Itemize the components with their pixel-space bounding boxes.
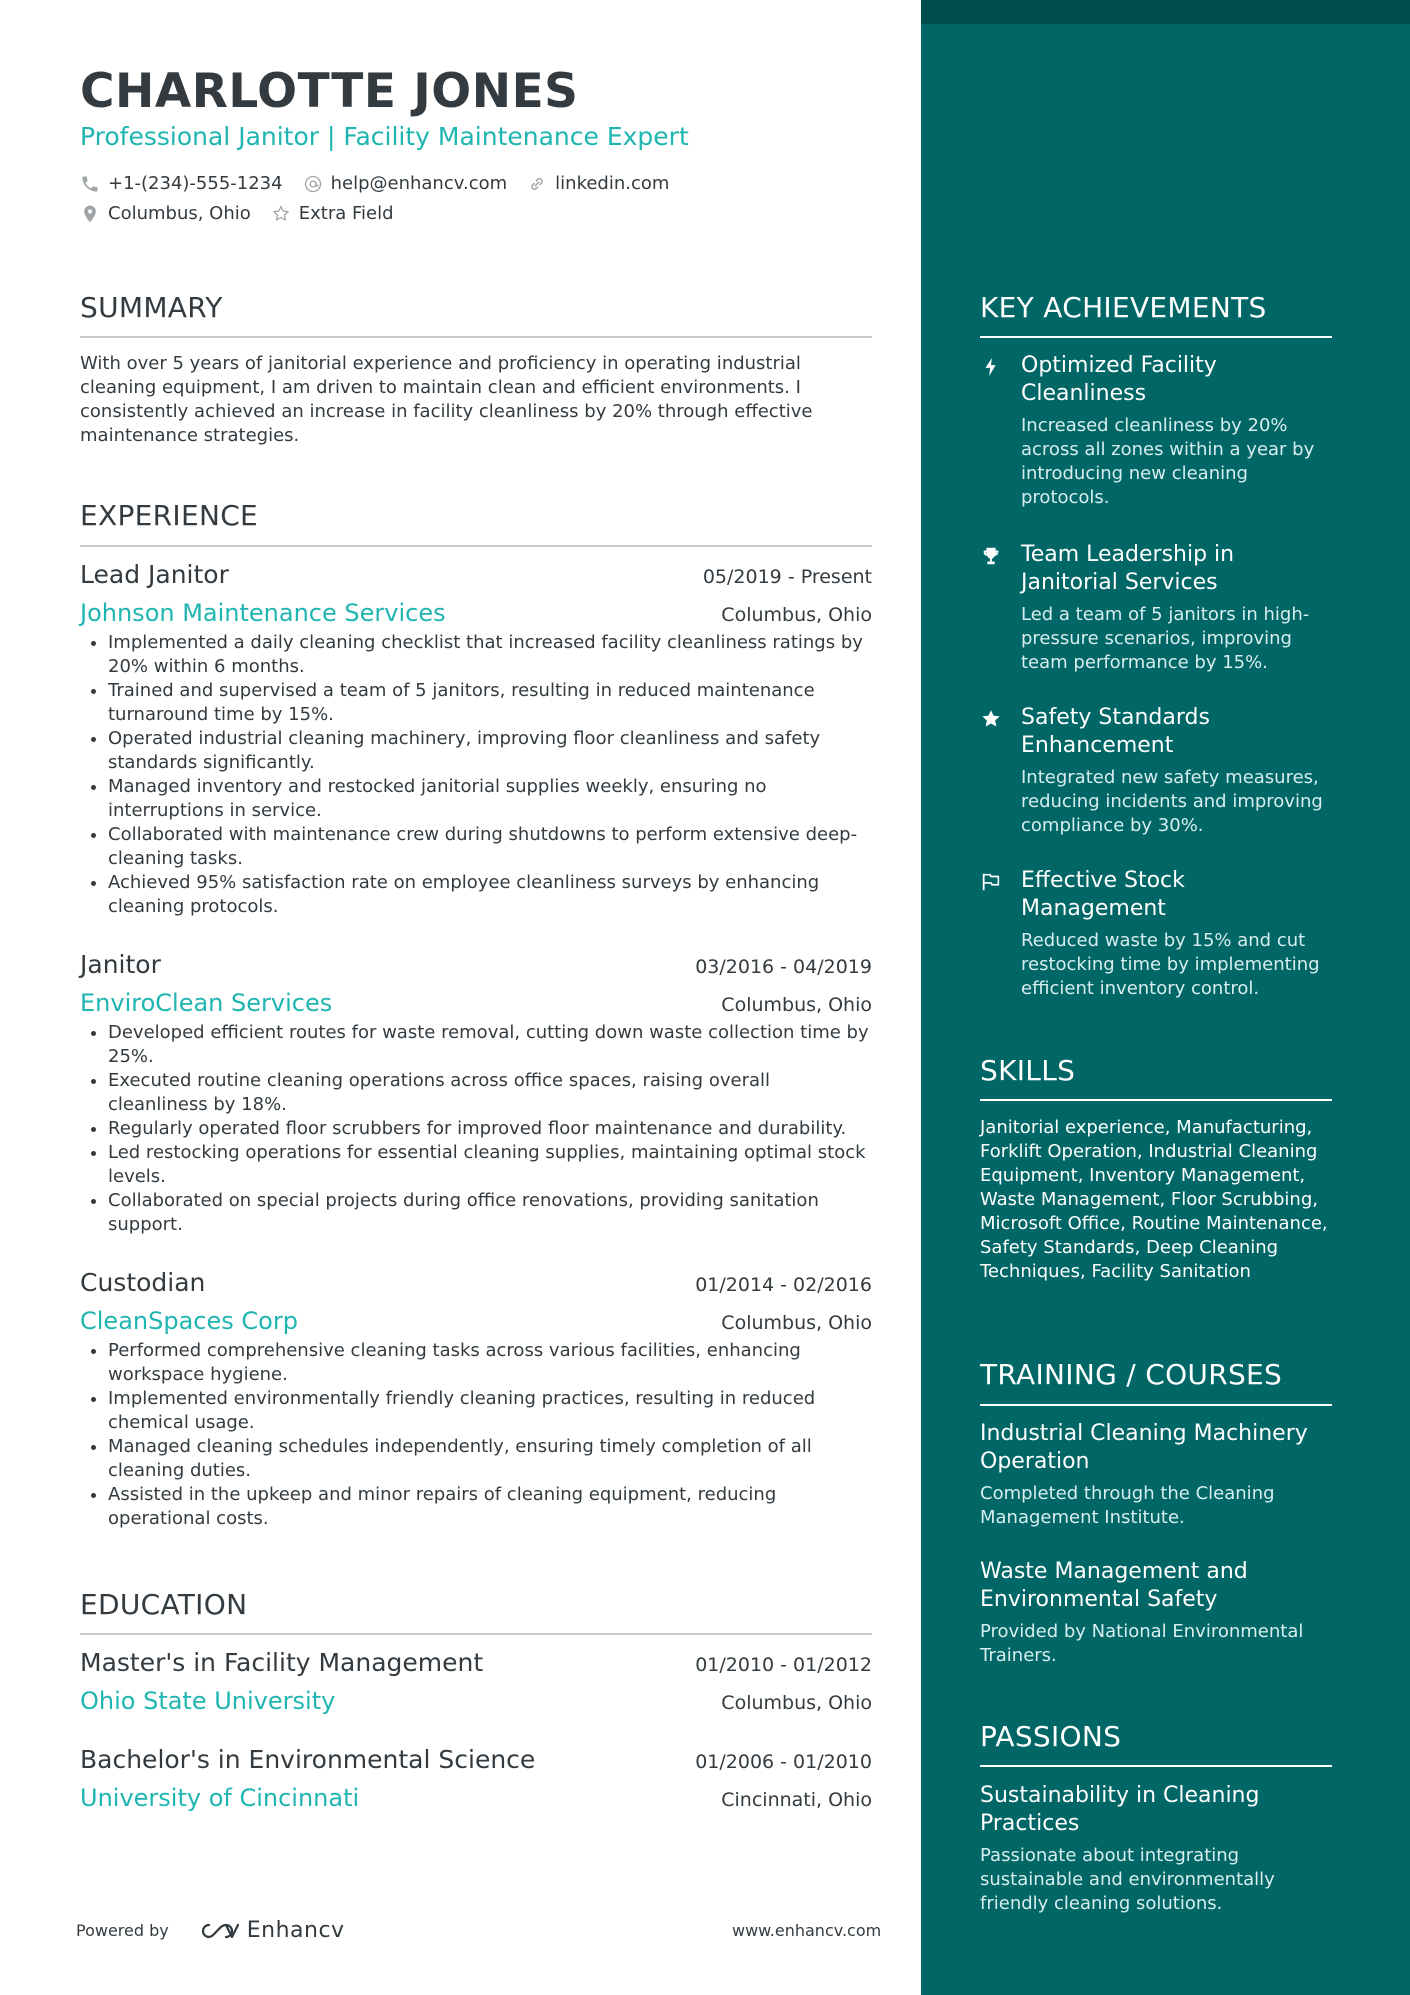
achievement-title: Effective Stock Management bbox=[1021, 868, 1185, 921]
education-heading: EDUCATION bbox=[80, 1588, 248, 1621]
contact-phone bbox=[80, 173, 283, 194]
job-bullet: • Operated industrial cleaning machinery, improving floor cleanliness and safety standards significantly. bbox=[108, 727, 872, 775]
footer-website[interactable]: www.enhancv.com bbox=[732, 1921, 882, 1940]
edu-school: Ohio State University bbox=[80, 1687, 336, 1715]
email-text[interactable]: help@enhancv.com bbox=[330, 173, 508, 194]
job-company: Johnson Maintenance Services bbox=[80, 599, 446, 627]
edu-date: 01/2006 - 01/2010 bbox=[695, 1751, 872, 1773]
flag-icon bbox=[980, 871, 1002, 893]
candidate-name: CHARLOTTE JONES bbox=[80, 64, 579, 119]
job-bullet: • Executed routine cleaning operations across office spaces, raising overall cleanliness by 18%. bbox=[108, 1069, 872, 1117]
location-pin-icon bbox=[80, 204, 100, 224]
contact-row-2 bbox=[80, 203, 414, 224]
education-item bbox=[80, 1648, 872, 1715]
job-role: Lead Janitor bbox=[80, 560, 229, 589]
training-desc: Provided by National Environmental Trainers. bbox=[980, 1621, 1304, 1666]
achievement-desc: Led a team of 5 janitors in high-pressure scenarios, improving team performance by 15%. bbox=[1021, 604, 1310, 673]
skills-heading: SKILLS bbox=[980, 1054, 1076, 1087]
passion-desc: Passionate about integrating sustainable and environmentally friendly cleaning solutions. bbox=[980, 1845, 1275, 1914]
job-date: 03/2016 - 04/2019 bbox=[695, 956, 872, 978]
job-role: Janitor bbox=[80, 950, 161, 979]
phone-text: +1-(234)-555-1234 bbox=[108, 173, 283, 194]
link-icon bbox=[527, 174, 547, 194]
passion-item bbox=[980, 1782, 1332, 1916]
achievement-item bbox=[980, 541, 1332, 675]
candidate-title: Professional Janitor | Facility Maintenance Expert bbox=[80, 122, 689, 151]
achievement-item bbox=[980, 867, 1332, 1001]
job-bullet: • Implemented a daily cleaning checklist that increased facility cleanliness ratings by 20% within 6 months. bbox=[108, 631, 872, 679]
sidebar bbox=[921, 0, 1410, 1995]
linkedin-text[interactable]: linkedin.com bbox=[555, 173, 670, 194]
job-company: EnviroClean Services bbox=[80, 989, 333, 1017]
trophy-icon bbox=[980, 545, 1002, 567]
job-location: Columbus, Ohio bbox=[721, 994, 872, 1016]
job-bullet: • Performed comprehensive cleaning tasks across various facilities, enhancing workspace hygiene. bbox=[108, 1339, 872, 1387]
summary-divider bbox=[80, 336, 872, 338]
extra-text: Extra Field bbox=[298, 203, 394, 224]
achievement-title: Team Leadership in Janitorial Services bbox=[1021, 542, 1235, 595]
experience-item bbox=[80, 1268, 872, 1531]
training-item bbox=[980, 1420, 1332, 1530]
achievement-desc: Reduced waste by 15% and cut restocking time by implementing efficient inventory control. bbox=[1021, 930, 1320, 999]
job-bullet: • Trained and supervised a team of 5 janitors, resulting in reduced maintenance turnaround time by 15%. bbox=[108, 679, 872, 727]
footer-powered-by bbox=[76, 1918, 345, 1943]
enhancv-logo-icon bbox=[195, 1919, 241, 1943]
education-divider bbox=[80, 1633, 872, 1635]
job-bullet: • Assisted in the upkeep and minor repairs of cleaning equipment, reducing operational costs. bbox=[108, 1483, 872, 1531]
job-date: 05/2019 - Present bbox=[702, 566, 872, 588]
summary-heading: SUMMARY bbox=[80, 291, 223, 324]
contact-email bbox=[303, 173, 508, 194]
skills-text: Janitorial experience, Manufacturing, Forklift Operation, Industrial Cleaning Equipment, Inventory Management, Waste Management, Floor Scrubbing, Microsoft Office, Routine Maintenance, Safety Standards, Deep Cleaning Techniques, Facility Sanitation bbox=[980, 1117, 1328, 1282]
achievement-desc: Integrated new safety measures, reducing incidents and improving compliance by 30%. bbox=[1021, 767, 1323, 836]
enhancv-logo-text: Enhancv bbox=[246, 1918, 345, 1943]
enhancv-logo[interactable] bbox=[195, 1918, 345, 1943]
job-bullet: • Managed inventory and restocked janitorial supplies weekly, ensuring no interruptions in service. bbox=[108, 775, 872, 823]
achievement-item bbox=[980, 704, 1332, 838]
phone-icon bbox=[80, 174, 100, 194]
achievement-item bbox=[980, 352, 1332, 510]
lightning-icon bbox=[980, 356, 1002, 378]
job-location: Columbus, Ohio bbox=[721, 1312, 872, 1334]
passion-title: Sustainability in Cleaning Practices bbox=[980, 1783, 1260, 1836]
contact-extra bbox=[271, 203, 394, 224]
star-outline-icon bbox=[271, 204, 291, 224]
job-bullet: • Achieved 95% satisfaction rate on employee cleanliness surveys by enhancing cleaning protocols. bbox=[108, 871, 872, 919]
training-title: Waste Management and Environmental Safety bbox=[980, 1559, 1248, 1612]
summary-text: With over 5 years of janitorial experience and proficiency in operating industrial cleaning equipment, I am driven to maintain clean and efficient environments. I consistently achieved an increase in facility cleanliness by 20% through effective maintenance strategies. bbox=[80, 353, 813, 446]
star-icon bbox=[980, 708, 1002, 730]
experience-heading: EXPERIENCE bbox=[80, 499, 259, 532]
training-divider bbox=[980, 1404, 1332, 1406]
contact-location bbox=[80, 203, 251, 224]
powered-by-text: Powered by bbox=[76, 1921, 169, 1940]
passions-divider bbox=[980, 1765, 1332, 1767]
job-bullet: • Led restocking operations for essential cleaning supplies, maintaining optimal stock levels. bbox=[108, 1141, 872, 1189]
contact-linkedin bbox=[527, 173, 669, 194]
job-bullet: • Developed efficient routes for waste removal, cutting down waste collection time by 25%. bbox=[108, 1021, 872, 1069]
edu-location: Cincinnati, Ohio bbox=[721, 1789, 872, 1811]
achievement-desc: Increased cleanliness by 20% across all zones within a year by introducing new cleaning protocols. bbox=[1021, 415, 1315, 508]
passions-heading: PASSIONS bbox=[980, 1720, 1122, 1753]
job-bullets bbox=[80, 1339, 872, 1531]
training-desc: Completed through the Cleaning Management Institute. bbox=[980, 1483, 1275, 1528]
training-item bbox=[980, 1558, 1332, 1668]
job-bullet: • Collaborated with maintenance crew during shutdowns to perform extensive deep-cleaning tasks. bbox=[108, 823, 872, 871]
job-location: Columbus, Ohio bbox=[721, 604, 872, 626]
job-company: CleanSpaces Corp bbox=[80, 1307, 298, 1335]
location-text: Columbus, Ohio bbox=[108, 203, 251, 224]
edu-school: University of Cincinnati bbox=[80, 1784, 360, 1812]
education-item bbox=[80, 1745, 872, 1812]
achievements-heading: KEY ACHIEVEMENTS bbox=[980, 291, 1267, 324]
achievement-title: Optimized Facility Cleanliness bbox=[1021, 353, 1217, 406]
experience-divider bbox=[80, 545, 872, 547]
contact-row-1 bbox=[80, 173, 689, 194]
edu-location: Columbus, Ohio bbox=[721, 1692, 872, 1714]
job-bullets bbox=[80, 1021, 872, 1237]
skills-divider bbox=[980, 1099, 1332, 1101]
achievement-title: Safety Standards Enhancement bbox=[1021, 705, 1210, 758]
job-date: 01/2014 - 02/2016 bbox=[695, 1274, 872, 1296]
experience-item bbox=[80, 560, 872, 919]
job-bullet: • Implemented environmentally friendly cleaning practices, resulting in reduced chemical usage. bbox=[108, 1387, 872, 1435]
achievements-divider bbox=[980, 336, 1332, 338]
sidebar-top-band bbox=[921, 0, 1410, 24]
job-bullet: • Collaborated on special projects during office renovations, providing sanitation support. bbox=[108, 1189, 872, 1237]
at-icon bbox=[303, 174, 323, 194]
job-bullet: • Regularly operated floor scrubbers for improved floor maintenance and durability. bbox=[108, 1117, 872, 1141]
job-bullets bbox=[80, 631, 872, 919]
edu-degree: Bachelor's in Environmental Science bbox=[80, 1745, 536, 1774]
edu-degree: Master's in Facility Management bbox=[80, 1648, 484, 1677]
training-title: Industrial Cleaning Machinery Operation bbox=[980, 1421, 1308, 1474]
experience-item bbox=[80, 950, 872, 1237]
job-role: Custodian bbox=[80, 1268, 206, 1297]
training-heading: TRAINING / COURSES bbox=[980, 1358, 1283, 1391]
job-bullet: • Managed cleaning schedules independently, ensuring timely completion of all cleaning duties. bbox=[108, 1435, 872, 1483]
edu-date: 01/2010 - 01/2012 bbox=[695, 1654, 872, 1676]
